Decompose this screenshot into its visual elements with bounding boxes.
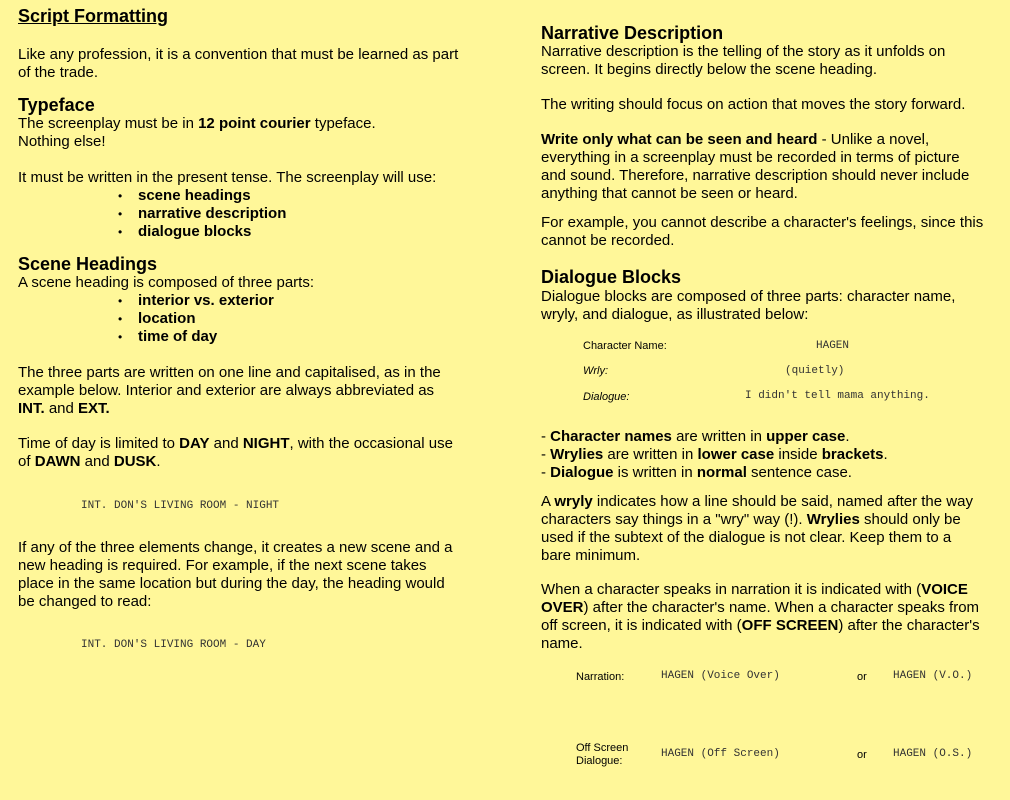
- text-line: [541, 511, 973, 529]
- text-run: If any of the three elements change, it creates a new scene and a: [18, 539, 453, 556]
- text-run: , with the occasional use: [289, 435, 453, 452]
- bold-text-run: OVER: [541, 599, 584, 616]
- text-line: [541, 428, 888, 446]
- intro-paragraph: [18, 46, 458, 82]
- text-run: ) after the character's: [838, 617, 980, 634]
- text-run: wryly, and dialogue, as illustrated below:: [541, 306, 809, 323]
- text-run: indicates how a line should be said, named after the way: [592, 493, 973, 510]
- text-run: example below. Interior and exterior are always abbreviated as: [18, 382, 435, 399]
- wryly-value: (quietly): [785, 365, 845, 377]
- text-run: and: [209, 435, 243, 452]
- text-run: are written in: [671, 428, 767, 445]
- text-line: [541, 635, 980, 653]
- narration-long: HAGEN (Voice Over): [661, 670, 780, 682]
- text-run: place in the same location but during the day, the heading would: [18, 575, 445, 592]
- text-run: Like any profession, it is a convention that must be learned as part: [18, 46, 459, 63]
- text-line: [541, 288, 955, 306]
- typeface-paragraph: [18, 115, 376, 151]
- text-line: [18, 133, 376, 151]
- text-run: screen. It begins directly below the scene heading.: [541, 61, 878, 78]
- text-line: [18, 364, 441, 382]
- wryly-paragraph: [541, 493, 973, 565]
- text-line: [541, 599, 980, 617]
- character-name-value: HAGEN: [816, 340, 850, 352]
- or-text: or: [857, 671, 867, 683]
- text-line: [541, 306, 955, 324]
- text-run: -: [541, 464, 551, 481]
- text-line: [18, 64, 458, 82]
- text-run: For example, you cannot describe a character's feelings, since this: [541, 214, 984, 231]
- offscreen-short: HAGEN (O.S.): [893, 748, 973, 760]
- text-line: [541, 43, 945, 61]
- bold-text-run: wryly: [554, 493, 593, 510]
- text-line: [541, 617, 980, 635]
- text-line: [18, 557, 452, 575]
- text-run: Nothing else!: [18, 133, 106, 150]
- text-line: [541, 149, 969, 167]
- text-run: The screenplay must be in: [18, 115, 199, 132]
- text-line: [18, 274, 314, 292]
- offscreen-label: Off Screen Dialogue:: [576, 742, 629, 767]
- text-run: characters say things in a "wry" way (!).: [541, 511, 807, 528]
- wryly-label: Wrly:: [583, 365, 609, 377]
- example-scene-heading-night: INT. DON'S LIVING ROOM - NIGHT: [81, 500, 280, 512]
- text-run: A: [541, 493, 555, 510]
- bold-text-run: DAWN: [34, 453, 81, 470]
- text-run: Time of day is limited to: [18, 435, 180, 452]
- bold-text-run: DUSK: [113, 453, 157, 470]
- text-run: off screen, it is indicated with (: [541, 617, 742, 634]
- text-line: [541, 493, 973, 511]
- offscreen-long: HAGEN (Off Screen): [661, 748, 780, 760]
- text-line: [541, 96, 965, 114]
- text-run: Narrative description is the telling of the story as it unfolds on: [541, 43, 946, 60]
- text-line: [541, 167, 969, 185]
- text-run: anything that cannot be seen or heard.: [541, 185, 798, 202]
- bold-text-run: Dialogue: [550, 464, 614, 481]
- text-line: [18, 575, 452, 593]
- bold-text-run: Wrylies: [806, 511, 860, 528]
- text-line: [541, 185, 969, 203]
- text-line: [18, 539, 452, 557]
- bold-text-run: INT.: [18, 400, 45, 417]
- text-run: and: [44, 400, 79, 417]
- bold-text-run: upper case: [766, 428, 846, 445]
- bullet-item: • dialogue blocks: [118, 223, 252, 240]
- bold-text-run: OFF SCREEN: [741, 617, 839, 634]
- text-run: .: [156, 453, 161, 470]
- text-run: of the trade.: [18, 64, 99, 81]
- dialogue-heading: Dialogue Blocks: [541, 267, 682, 287]
- text-run: name.: [541, 635, 583, 652]
- dialogue-value: I didn't tell mama anything.: [745, 390, 930, 402]
- text-run: The three parts are written on one line and capitalised, as in the: [18, 364, 441, 381]
- text-line: [18, 453, 453, 471]
- text-run: A scene heading is composed of three parts:: [18, 274, 315, 291]
- text-line: [541, 232, 983, 250]
- bold-text-run: Wrylies: [550, 446, 604, 463]
- bullet-item: • scene headings: [118, 187, 251, 204]
- text-line: [18, 400, 441, 418]
- voice-paragraph: [541, 581, 980, 653]
- text-line: [18, 46, 458, 64]
- bold-text-run: 12 point courier: [198, 115, 311, 132]
- narrative-heading: Narrative Description: [541, 23, 724, 43]
- text-run: of: [18, 453, 35, 470]
- text-run: - Unlike a novel,: [817, 131, 930, 148]
- text-run: .: [845, 428, 850, 445]
- narrative-paragraph: [541, 214, 983, 250]
- bold-text-run: brackets: [821, 446, 884, 463]
- text-run: It must be written in the present tense. The screenplay will use:: [18, 169, 437, 186]
- text-run: and: [80, 453, 114, 470]
- tense-paragraph: [18, 169, 436, 187]
- text-line: [541, 214, 983, 232]
- bullet-item: • interior vs. exterior: [118, 292, 274, 309]
- dialogue-label: Dialogue:: [583, 391, 630, 403]
- narration-label: Narration:: [576, 671, 625, 683]
- text-run: cannot be recorded.: [541, 232, 675, 249]
- text-run: everything in a screenplay must be recorded in terms of picture: [541, 149, 960, 166]
- text-run: used if the subtext of the dialogue is not clear. Keep them to a: [541, 529, 952, 546]
- scene-headings-heading: Scene Headings: [18, 254, 158, 274]
- or-text: or: [857, 749, 867, 761]
- text-line: [18, 593, 452, 611]
- text-run: inside: [774, 446, 822, 463]
- text-run: should only be: [859, 511, 961, 528]
- text-run: The writing should focus on action that moves the story forward.: [541, 96, 966, 113]
- page-title: Script Formatting: [18, 6, 169, 26]
- bold-text-run: Character names: [550, 428, 672, 445]
- text-run: and sound. Therefore, narrative description should never include: [541, 167, 970, 184]
- text-run: Dialogue blocks are composed of three parts: character name,: [541, 288, 956, 305]
- character-name-label: Character Name:: [583, 340, 667, 352]
- text-line: [541, 581, 980, 599]
- narration-short: HAGEN (V.O.): [893, 670, 973, 682]
- bullet-item: • location: [118, 310, 196, 327]
- text-run: ) after the character's name. When a character speaks from: [583, 599, 980, 616]
- parts-paragraph: [18, 364, 441, 418]
- narrative-paragraph: [541, 96, 965, 114]
- bold-text-run: DAY: [179, 435, 210, 452]
- text-run: -: [541, 446, 551, 463]
- text-line: [541, 529, 973, 547]
- scene-paragraph: [18, 274, 314, 292]
- text-line: [18, 382, 441, 400]
- text-run: new heading is required. For example, if the next scene takes: [18, 557, 427, 574]
- typeface-heading: Typeface: [18, 95, 95, 115]
- bold-text-run: EXT.: [78, 400, 110, 417]
- rules-list: [541, 428, 888, 482]
- text-run: bare minimum.: [541, 547, 641, 564]
- text-line: [541, 446, 888, 464]
- text-line: [18, 169, 436, 187]
- bold-text-run: lower case: [697, 446, 775, 463]
- text-run: sentence case.: [746, 464, 852, 481]
- example-scene-heading-day: INT. DON'S LIVING ROOM - DAY: [81, 639, 266, 651]
- text-run: -: [541, 428, 551, 445]
- bullet-item: • narrative description: [118, 205, 287, 222]
- change-paragraph: [18, 539, 452, 611]
- text-run: .: [883, 446, 888, 463]
- dialogue-paragraph: [541, 288, 955, 324]
- text-line: [541, 61, 945, 79]
- bold-text-run: normal: [696, 464, 747, 481]
- text-run: be changed to read:: [18, 593, 152, 610]
- text-line: [18, 435, 453, 453]
- narrative-paragraph: [541, 43, 945, 79]
- text-run: typeface.: [310, 115, 376, 132]
- text-line: [541, 131, 969, 149]
- text-run: are written in: [603, 446, 698, 463]
- bold-text-run: NIGHT: [242, 435, 290, 452]
- text-line: [541, 464, 888, 482]
- narrative-paragraph: [541, 131, 969, 203]
- bold-text-run: VOICE: [921, 581, 968, 598]
- time-paragraph: [18, 435, 453, 471]
- bold-text-run: Write only what can be seen and heard: [541, 131, 818, 148]
- bullet-item: • time of day: [118, 328, 218, 345]
- text-line: [18, 115, 376, 133]
- text-line: [541, 547, 973, 565]
- text-run: is written in: [613, 464, 697, 481]
- text-run: When a character speaks in narration it is indicated with (: [541, 581, 922, 598]
